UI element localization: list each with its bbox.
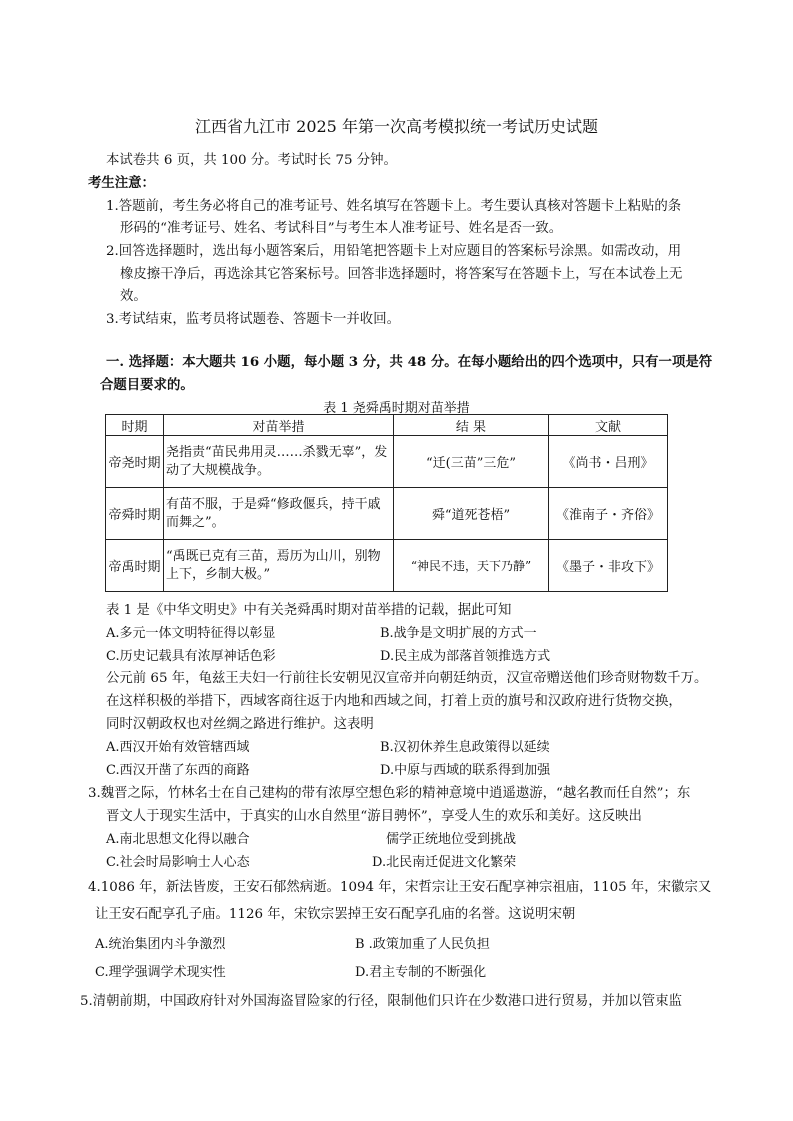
option-b: B.汉初休养生息政策得以延续 (380, 740, 550, 755)
table-caption: 表 1 尧舜禹时期对苗举措 (323, 401, 470, 416)
notice-heading: 考生注意： (88, 175, 155, 191)
table-cell-document: 《淮南子・齐俗》 (549, 488, 668, 540)
table-cell-result: 舜“道死苍梧” (394, 488, 549, 540)
option-a: A.南北思想文化得以融合 (106, 832, 250, 847)
table-cell-document: 《尚书・吕刑》 (549, 436, 668, 488)
question-stem: 表 1 是《中华文明史》中有关尧舜禹时期对苗举措的记载，据此可知 (106, 603, 512, 618)
question-stem: 3.魏晋之际，竹林名士在自己建构的带有浓厚空想色彩的精神意境中逍遥遨游，“越名教而任自然”；东 (88, 786, 691, 801)
option-a: A.统治集团内斗争激烈 (95, 937, 226, 952)
table-row (106, 488, 668, 540)
question-stem: 4.1086 年，新法皆废，王安石郁然病逝。1094 年，宋哲宗让王安石配享神宗祖庙，1105 年，宋徽宗又 (88, 880, 712, 895)
option-d: D.民主成为部落首领推选方式 (380, 649, 551, 664)
question-stem: 5.清朝前期，中国政府针对外国海盗冒险家的行径，限制他们只许在少数港口进行贸易，并加以管束监 (80, 994, 682, 1009)
table-cell-measure: 有苗不服，于是舜“修政偃兵，持干戚而舞之”。 (164, 488, 394, 540)
table-header: 文献 (549, 415, 668, 436)
table-row (106, 540, 668, 592)
option-c: C.理学强调学术现实性 (95, 965, 226, 980)
table-cell-period: 帝尧时期 (106, 436, 164, 488)
option-d: D.北民南迁促进文化繁荣 (372, 855, 517, 870)
page-title: 江西省九江市 2025 年第一次高考模拟统一考试历史试题 (195, 117, 598, 136)
table-cell-document: 《墨子・非攻下》 (549, 540, 668, 592)
table-header: 时期 (106, 415, 164, 436)
notice-line: 2.回答选择题时，选出每小题答案后，用铅笔把答题卡上对应题目的答案标号涂黑。如需改动，用 (106, 244, 682, 259)
notice-line: 橡皮擦干净后，再选涂其它答案标号。回答非选择题时，将答案写在答题卡上，写在本试卷上无 (120, 267, 683, 282)
measures-table (105, 414, 668, 592)
question-stem: 在这样积极的举措下，西域客商往返于内地和西域之间，打着上贡的旗号和汉政府进行货物交换， (106, 694, 682, 709)
option-b: B.战争是文明扩展的方式一 (380, 626, 537, 641)
table-cell-result: “迁(三苗”三危” (394, 436, 549, 488)
option-b: 儒学正统地位受到挑战 (386, 832, 517, 847)
table-cell-measure: “禹既已克有三苗，焉历为山川，别物上下，乡制大极。” (164, 540, 394, 592)
section-heading-cont: 合题目要求的。 (100, 377, 194, 393)
notice-line: 1.答题前，考生务必将自己的准考证号、姓名填写在答题卡上。考生要认真核对答题卡上粘贴的条 (106, 199, 682, 214)
question-stem: 让王安石配享孔子庙。1126 年，宋钦宗罢掉王安石配享孔庙的名誉。这说明宋朝 (95, 907, 576, 922)
option-a: A.西汉开始有效管辖西域 (106, 740, 250, 755)
option-c: C.西汉开凿了东西的商路 (106, 763, 250, 778)
option-d: D.中原与西域的联系得到加强 (380, 763, 551, 778)
table-cell-result: “神民不违，天下乃静” (394, 540, 549, 592)
exam-intro: 本试卷共 6 页，共 100 分。考试时长 75 分钟。 (106, 153, 397, 168)
option-a: A.多元一体文明特征得以彰显 (106, 626, 276, 641)
table-cell-measure: 尧指责“苗民弗用灵……杀戮无辜”，发动了大规模战争。 (164, 436, 394, 488)
notice-line: 形码的“准考证号、姓名、考试科目”与考生本人准考证号、姓名是否一致。 (120, 221, 563, 236)
option-c: C.历史记载具有浓厚神话色彩 (106, 649, 276, 664)
notice-line: 3.考试结束，监考员将试题卷、答题卡一并收回。 (106, 312, 400, 327)
table-cell-period: 帝禹时期 (106, 540, 164, 592)
option-c: C.社会时局影响士人心态 (106, 855, 250, 870)
table-row (106, 436, 668, 488)
table-header-row (106, 415, 668, 436)
question-stem: 同时汉朝政权也对丝绸之路进行维护。这表明 (106, 717, 374, 732)
question-stem: 公元前 65 年，龟兹王夫妇一行前往长安朝见汉宣帝并向朝廷纳贡，汉宣帝赠送他们珍奇财物数千万。 (106, 671, 708, 686)
question-stem: 晋文人于现实生活中，于真实的山水自然里“游目骋怀”，享受人生的欢乐和美好。这反映出 (106, 809, 642, 824)
notice-line: 效。 (120, 289, 147, 304)
table-header: 对苗举措 (164, 415, 394, 436)
option-b: B .政策加重了人民负担 (355, 937, 490, 952)
option-d: D.君主专制的不断强化 (355, 965, 487, 980)
table-header: 结 果 (394, 415, 549, 436)
section-heading: 一. 选择题：本大题共 16 小题，每小题 3 分，共 48 分。在每小题给出的四个选项中，只有一项是符 (106, 354, 713, 370)
table-cell-period: 帝舜时期 (106, 488, 164, 540)
